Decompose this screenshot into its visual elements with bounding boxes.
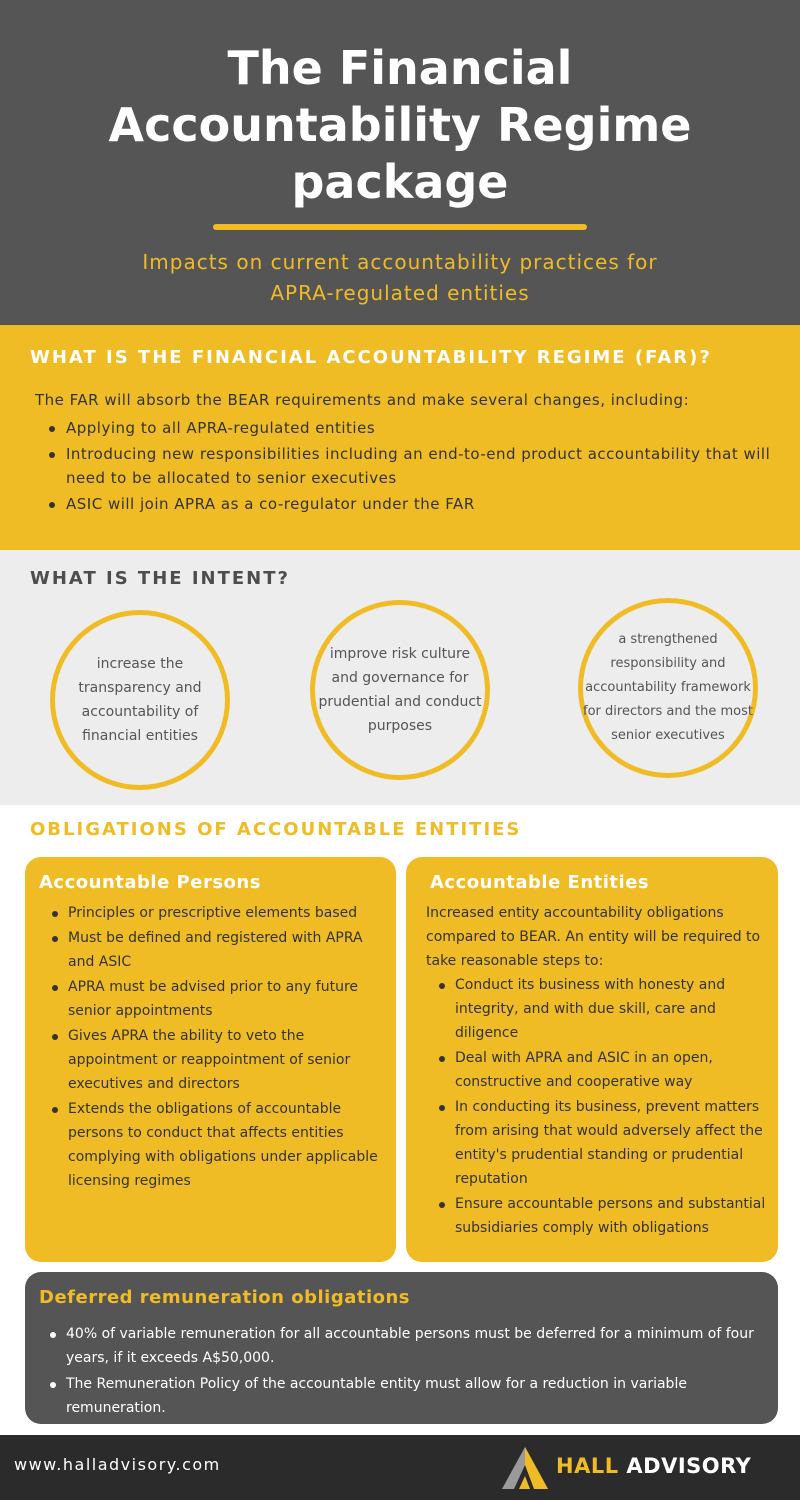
page-title — [40, 40, 760, 211]
title-line: Accountability Regime — [108, 98, 692, 152]
list-item: ASIC will join APRA as a co-regulator under the FAR — [47, 492, 777, 516]
title-divider — [213, 224, 587, 230]
intent-circle-risk-culture — [310, 600, 490, 780]
accountable-entities-card — [406, 857, 778, 1262]
subtitle-line: APRA-regulated entities — [270, 281, 530, 305]
intent-circle-framework — [578, 598, 758, 778]
obligations-heading: OBLIGATIONS OF ACCOUNTABLE ENTITIES — [30, 819, 522, 840]
far-list — [47, 416, 777, 518]
list-item: Must be defined and registered with APRA and ASIC — [49, 926, 379, 974]
list-item: Gives APRA the ability to veto the appointment or reappointment of senior executives and directors — [49, 1024, 379, 1096]
intent-circle-text: improve risk culture and governance for prudential and conduct purposes — [318, 646, 482, 734]
logo-word-hall: HALL — [556, 1454, 619, 1478]
mountain-triangle-icon — [500, 1445, 550, 1491]
deferred-remuneration-card — [25, 1272, 778, 1424]
list-item: Ensure accountable persons and substantial subsidiaries comply with obligations — [436, 1192, 766, 1240]
far-intro: The FAR will absorb the BEAR requirements and make several changes, including: — [35, 391, 690, 409]
website-link[interactable]: www.halladvisory.com — [14, 1455, 221, 1474]
card-title: Accountable Entities — [430, 872, 650, 893]
list-item: 40% of variable remuneration for all accountable persons must be deferred for a minimum of four years, if it exceeds A$50,000. — [47, 1322, 762, 1370]
logo-word-advisory: ADVISORY — [626, 1454, 752, 1478]
accountable-persons-card — [25, 857, 396, 1262]
list-item: Conduct its business with honesty and integrity, and with due skill, care and diligence — [436, 973, 766, 1045]
title-line: The Financial — [227, 41, 573, 95]
list-item: Principles or prescriptive elements based — [49, 901, 379, 925]
far-section — [0, 325, 800, 550]
list-item: Extends the obligations of accountable persons to conduct that affects entities complying with obligations under applicable licensing regimes — [49, 1097, 379, 1193]
far-heading: WHAT IS THE FINANCIAL ACCOUNTABILITY REGIME (FAR)? — [30, 347, 712, 368]
intent-heading: WHAT IS THE INTENT? — [30, 568, 290, 589]
header — [0, 0, 800, 325]
intent-circle-text: increase the transparency and accountability of financial entities — [78, 656, 202, 744]
intent-circle-transparency — [50, 610, 230, 790]
list-item: Applying to all APRA-regulated entities — [47, 416, 777, 440]
list-item: Deal with APRA and ASIC in an open, constructive and cooperative way — [436, 1046, 766, 1094]
intent-circle-text: a strengthened responsibility and accountability framework for directors and the most senior executives — [583, 632, 753, 743]
title-line: package — [291, 155, 509, 209]
deferred-list — [47, 1322, 762, 1422]
page-subtitle — [60, 247, 740, 309]
hall-advisory-logo[interactable] — [500, 1445, 780, 1491]
list-item: Introducing new responsibilities including an end-to-end product accountability that will need to be allocated to senior executives — [47, 442, 777, 490]
entities-list — [436, 973, 766, 1241]
list-item: The Remuneration Policy of the accountable entity must allow for a reduction in variable remuneration. — [47, 1372, 762, 1420]
entities-intro: Increased entity accountability obligations compared to BEAR. An entity will be required to take reasonable steps to: — [426, 905, 761, 969]
logo-wordmark — [556, 1454, 751, 1478]
list-item: In conducting its business, prevent matters from arising that would adversely affect the entity's prudential standing or prudential reputation — [436, 1095, 766, 1191]
list-item: APRA must be advised prior to any future senior appointments — [49, 975, 379, 1023]
card-title: Accountable Persons — [39, 872, 261, 893]
subtitle-line: Impacts on current accountability practices for — [142, 250, 658, 274]
persons-list — [49, 901, 379, 1194]
footer — [0, 1435, 800, 1500]
card-title: Deferred remuneration obligations — [39, 1287, 411, 1308]
